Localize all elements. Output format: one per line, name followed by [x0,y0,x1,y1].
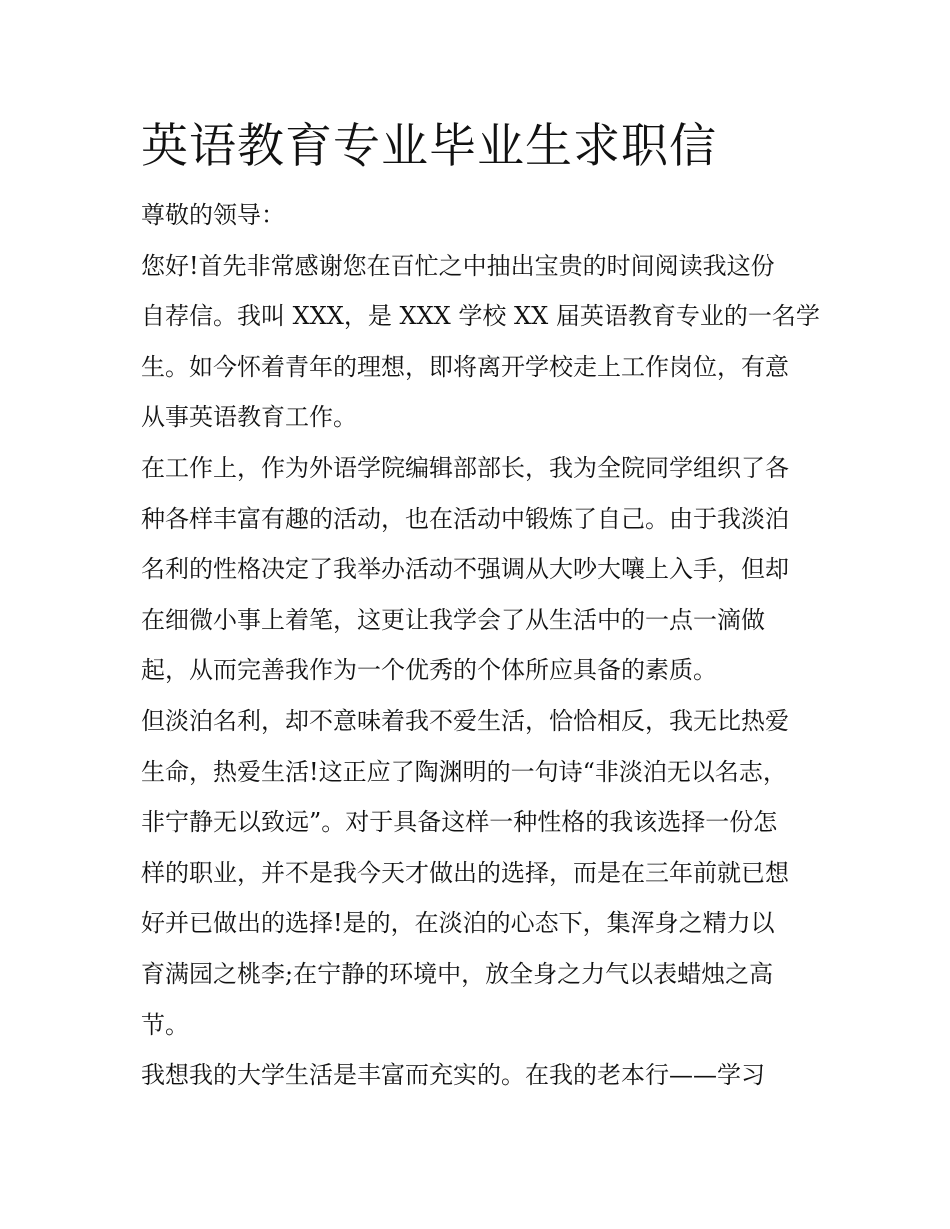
body-line: 自荐信。我叫 XXX，是 XXX 学校 XX 届英语教育专业的一名学 [141,302,820,331]
body-line: 好并已做出的选择!是的，在淡泊的心态下，集浑身之精力以 [141,909,775,938]
body-line: 节。 [141,1010,189,1039]
body-line: 名利的性格决定了我举办活动不强调从大吵大嚷上入手，但却 [141,555,789,584]
body-line: 在细微小事上着笔，这更让我学会了从生活中的一点一滴做 [141,605,765,634]
body-line: 您好!首先非常感谢您在百忙之中抽出宝贵的时间阅读我这份 [141,251,775,280]
body-line: 从事英语教育工作。 [141,403,357,432]
body-line: 种各样丰富有趣的活动，也在活动中锻炼了自己。由于我淡泊 [141,504,789,533]
body-line: 生。如今怀着青年的理想，即将离开学校走上工作岗位，有意 [141,352,789,381]
body-line: 生命，热爱生活!这正应了陶渊明的一句诗“非淡泊无以名志， [141,757,787,786]
body-line: 我想我的大学生活是丰富而充实的。在我的老本行——学习 [141,1061,765,1090]
body-line: 样的职业，并不是我今天才做出的选择，而是在三年前就已想 [141,858,789,887]
body-line: 起，从而完善我作为一个优秀的个体所应具备的素质。 [141,656,717,685]
document-body [141,190,820,1101]
body-line: 非宁静无以致远”。对于具备这样一种性格的我该选择一份怎 [141,808,778,837]
body-line: 但淡泊名利，却不意味着我不爱生活，恰恰相反，我无比热爱 [141,706,789,735]
document-page [141,112,820,1101]
document-title: 英语教育专业毕业生求职信 [141,119,717,174]
body-line: 在工作上，作为外语学院编辑部部长，我为全院同学组织了各 [141,453,789,482]
body-line: 育满园之桃李;在宁静的环境中，放全身之力气以表蜡烛之高 [141,959,774,988]
greeting-line: 尊敬的领导： [141,201,285,229]
